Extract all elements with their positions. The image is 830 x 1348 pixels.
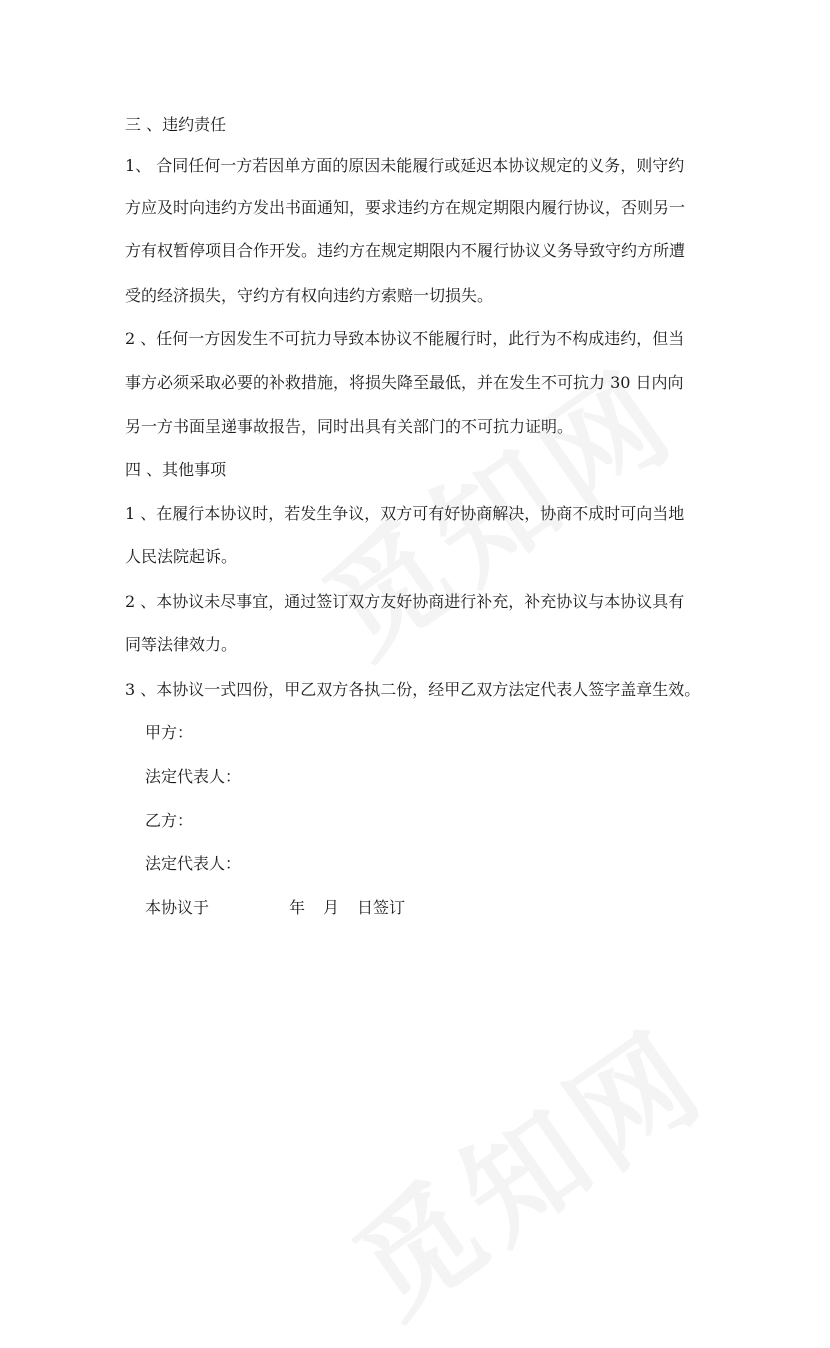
paragraph-line: 方有权暂停项目合作开发。违约方在规定期限内不履行协议义务导致守约方所遭 [125, 241, 686, 260]
paragraph-line: 方应及时向违约方发出书面通知，要求违约方在规定期限内履行协议，否则另一 [125, 198, 686, 217]
party-a-label: 甲方： [145, 723, 194, 742]
date-suffix: 日签订 [357, 898, 406, 917]
watermark [316, 984, 734, 1348]
paragraph-line: 另一方书面呈递事故报告，同时出具有关部门的不可抗力证明。 [125, 417, 574, 436]
signing-date-line [145, 897, 405, 919]
paragraph-line: 3 、本协议一式四份，甲乙双方各执二份，经甲乙双方法定代表人签字盖章生效。 [125, 680, 701, 699]
section-4-heading: 四 、其他事项 [125, 460, 227, 479]
paragraph-line: 人民法院起诉。 [125, 547, 238, 566]
paragraph-line: 2 、本协议未尽事宜，通过签订双方友好协商进行补充，补充协议与本协议具有 [125, 592, 685, 611]
date-year: 年 [289, 898, 306, 917]
section-3-heading: 三 、违约责任 [125, 115, 227, 134]
party-b-label: 乙方： [145, 811, 194, 830]
party-a-rep-label: 法定代表人： [145, 767, 242, 786]
paragraph-line: 事方必须采取必要的补救措施，将损失降至最低，并在发生不可抗力 30 日内向 [125, 373, 684, 392]
paragraph-line: 同等法律效力。 [125, 635, 238, 654]
date-month: 月 [323, 898, 340, 917]
date-prefix: 本协议于 [145, 898, 210, 917]
paragraph-line: 2 、任何一方因发生不可抗力导致本协议不能履行时，此行为不构成违约，但当 [125, 329, 685, 348]
party-b-rep-label: 法定代表人： [145, 854, 242, 873]
paragraph-line: 1 、在履行本协议时，若发生争议，双方可有好协商解决，协商不成时可向当地 [125, 504, 685, 523]
paragraph-line: 受的经济损失，守约方有权向违约方索赔一切损失。 [125, 286, 494, 305]
paragraph-line: 1、 合同任何一方若因单方面的原因未能履行或延迟本协议规定的义务，则守约 [125, 156, 685, 175]
